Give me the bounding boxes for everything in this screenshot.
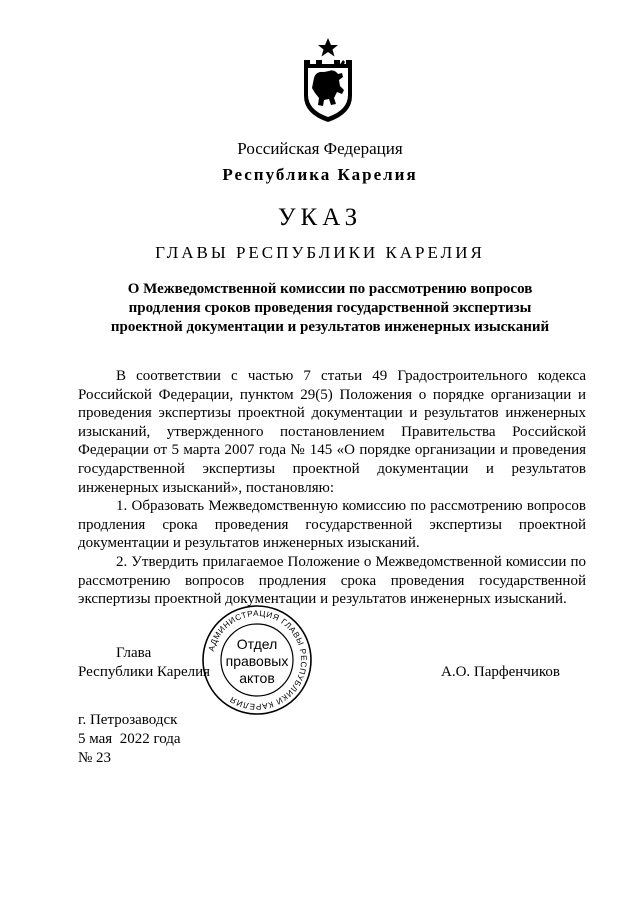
body-line: В соответствии с частью 7 статьи 49 Градостроительного кодекса — [116, 368, 586, 384]
decree-number: № 23 — [78, 750, 112, 766]
document-type: УКАЗ — [277, 204, 363, 231]
official-stamp — [200, 603, 314, 717]
document-title — [60, 280, 600, 337]
body-line: продления срока проведения государственной экспертизы проектной — [78, 516, 586, 533]
body-line: 1. Образовать Межведомственную комиссию по рассмотрению вопросов — [116, 498, 586, 515]
stamp-center-line: Отдел — [236, 636, 278, 652]
republic-name: Республика Карелия — [222, 165, 418, 184]
body-line: инженерных изысканий», постановляю: — [78, 479, 335, 496]
title-line: О Межведомственной комиссии по рассмотрению вопросов — [127, 281, 533, 297]
body-line: проведения экспертизы проектной документации и результатов инженерных — [78, 405, 586, 422]
stamp-center-line: правовых — [225, 653, 289, 669]
issue-place: г. Петрозаводск — [78, 712, 178, 728]
body-line: 2. Утвердить прилагаемое Положение о Межведомственной комиссии по — [116, 553, 586, 570]
issuer-title: ГЛАВЫ РЕСПУБЛИКИ КАРЕЛИЯ — [155, 243, 485, 262]
karelia-coat-of-arms-icon — [298, 38, 358, 122]
signer-position-line1: Глава — [116, 645, 152, 661]
stamp-center-line: актов — [239, 670, 275, 686]
country-name: Российская Федерация — [237, 139, 403, 158]
body-line: государственной экспертизы проектной документации и результатов — [78, 460, 586, 477]
body-line: изысканий, утвержденного постановлением Правительства Российской — [78, 423, 586, 440]
signer-position-line2: Республики Карелия — [78, 664, 211, 680]
title-line: продления сроков проведения государственной экспертизы — [128, 300, 532, 316]
issue-date: 5 мая 2022 года — [78, 731, 181, 747]
body-line: рассмотрению вопросов продления срока проведения государственной — [78, 572, 586, 589]
title-line: проектной документации и результатов инженерных изысканий — [110, 319, 550, 335]
body-line: Российской Федерации, пунктом 29(5) Положения о порядке организации и — [78, 386, 586, 403]
decree-body — [78, 367, 586, 609]
stamp-ring-text: АДМИНИСТРАЦИЯ ГЛАВЫ РЕСПУБЛИКИ КАРЕЛИЯ — [206, 608, 309, 712]
body-line: Федерации от 5 марта 2007 года № 145 «О порядке организации и проведения — [78, 442, 586, 459]
signer-name: А.О. Парфенчиков — [441, 664, 560, 680]
body-line: экспертизы проектной документации и результатов инженерных изысканий. — [78, 591, 567, 608]
body-line: документации и результатов инженерных изысканий. — [78, 535, 420, 552]
